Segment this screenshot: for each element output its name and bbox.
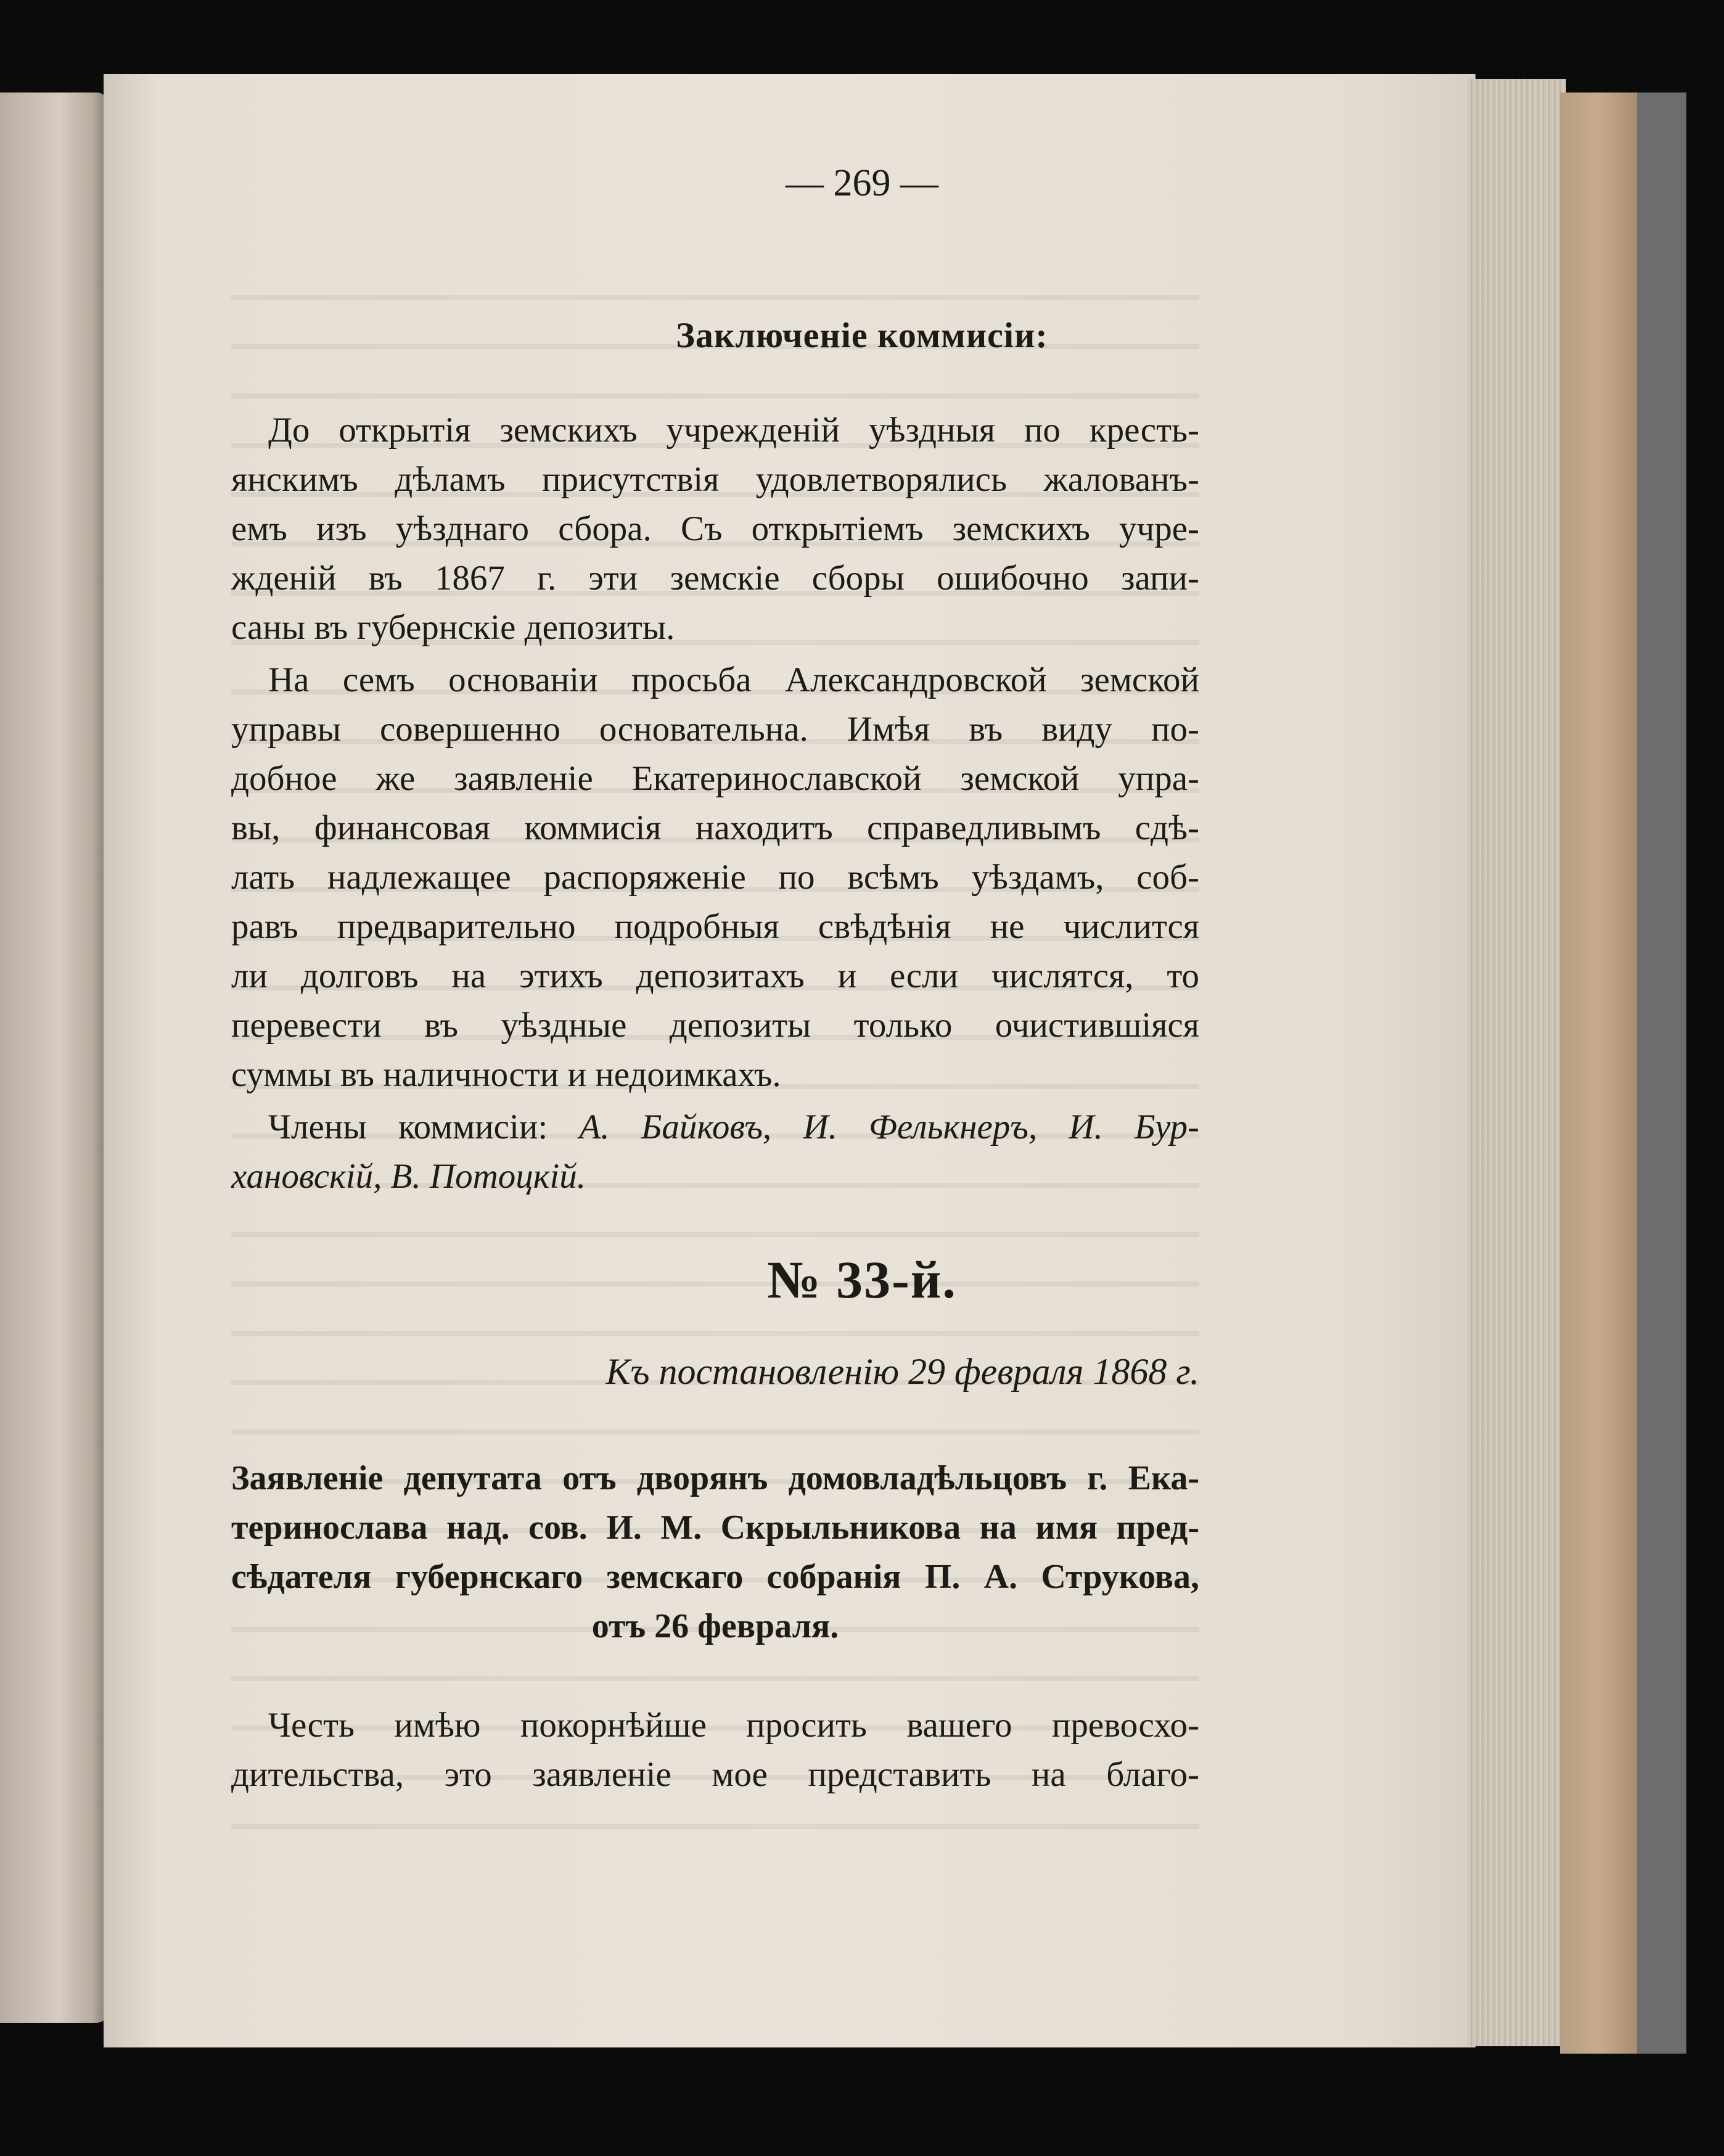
- text-line: жденій въ 1867 г. эти земскіе сборы ошибочно запи-: [231, 559, 1199, 598]
- text-line: вы, финансовая коммисія находитъ справедливымъ сдѣ-: [231, 808, 1199, 847]
- title-line: Заявленіе депутата отъ дворянъ домовладѣльцовъ г. Ека-: [231, 1459, 1199, 1497]
- page-number: — 269 —: [786, 162, 938, 204]
- section-heading: Заключеніе коммисіи:: [676, 315, 1048, 355]
- text-line: саны въ губернскіе депозиты.: [231, 608, 675, 647]
- title-line: отъ 26 февраля.: [591, 1607, 839, 1645]
- members-line: [231, 1156, 1199, 1196]
- members-line: [268, 1107, 1199, 1147]
- page-edges: [1467, 79, 1566, 2046]
- title-line: теринослава над. сов. И. М. Скрыльникова на имя пред-: [231, 1508, 1199, 1547]
- text-line: перевести въ уѣздные депозиты только очистившіяся: [231, 1006, 1199, 1045]
- text-line: управы совершенно основательна. Имѣя въ виду по-: [231, 710, 1199, 749]
- members-names: хановскій, В. Потоцкій.: [231, 1157, 586, 1196]
- book-cover-back: [1637, 93, 1686, 2054]
- text-line: суммы въ наличности и недоимкахъ.: [231, 1055, 781, 1094]
- text-line: Честь имѣю покорнѣйше просить вашего превосхо-: [268, 1706, 1199, 1745]
- text-line: емъ изъ уѣзднаго сбора. Съ открытіемъ земскихъ учре-: [231, 509, 1199, 548]
- members-label: Члены коммисіи:: [268, 1108, 548, 1146]
- text-line: До открытія земскихъ учрежденій уѣздныя по кресть-: [268, 411, 1199, 450]
- text-line: дительства, это заявленіе мое представить на благо-: [231, 1755, 1199, 1794]
- text-line: янскимъ дѣламъ присутствія удовлетворялись жалованъ-: [231, 460, 1199, 499]
- book-cover-edge: [1560, 93, 1637, 2054]
- title-line: сѣдателя губернскаго земскаго собранія П. А. Струкова,: [231, 1558, 1199, 1596]
- text-line: равъ предварительно подробныя свѣдѣнія не числится: [231, 907, 1199, 946]
- members-names: А. Байковъ, И. Фелькнеръ, И. Бур-: [579, 1108, 1199, 1146]
- text-line: ли долговъ на этихъ депозитахъ и если числятся, то: [231, 957, 1199, 995]
- text-line: лать надлежащее распоряженіе по всѣмъ уѣздамъ, соб-: [231, 858, 1199, 897]
- text-line: добное же заявленіе Екатеринославской земской упра-: [231, 759, 1199, 798]
- left-page-edge: [0, 93, 108, 2023]
- text-line: На семъ основаніи просьба Александровской земской: [268, 660, 1199, 699]
- dateline: Къ постановленію 29 февраля 1868 г.: [605, 1351, 1199, 1392]
- document-number: № 33-й.: [767, 1250, 957, 1309]
